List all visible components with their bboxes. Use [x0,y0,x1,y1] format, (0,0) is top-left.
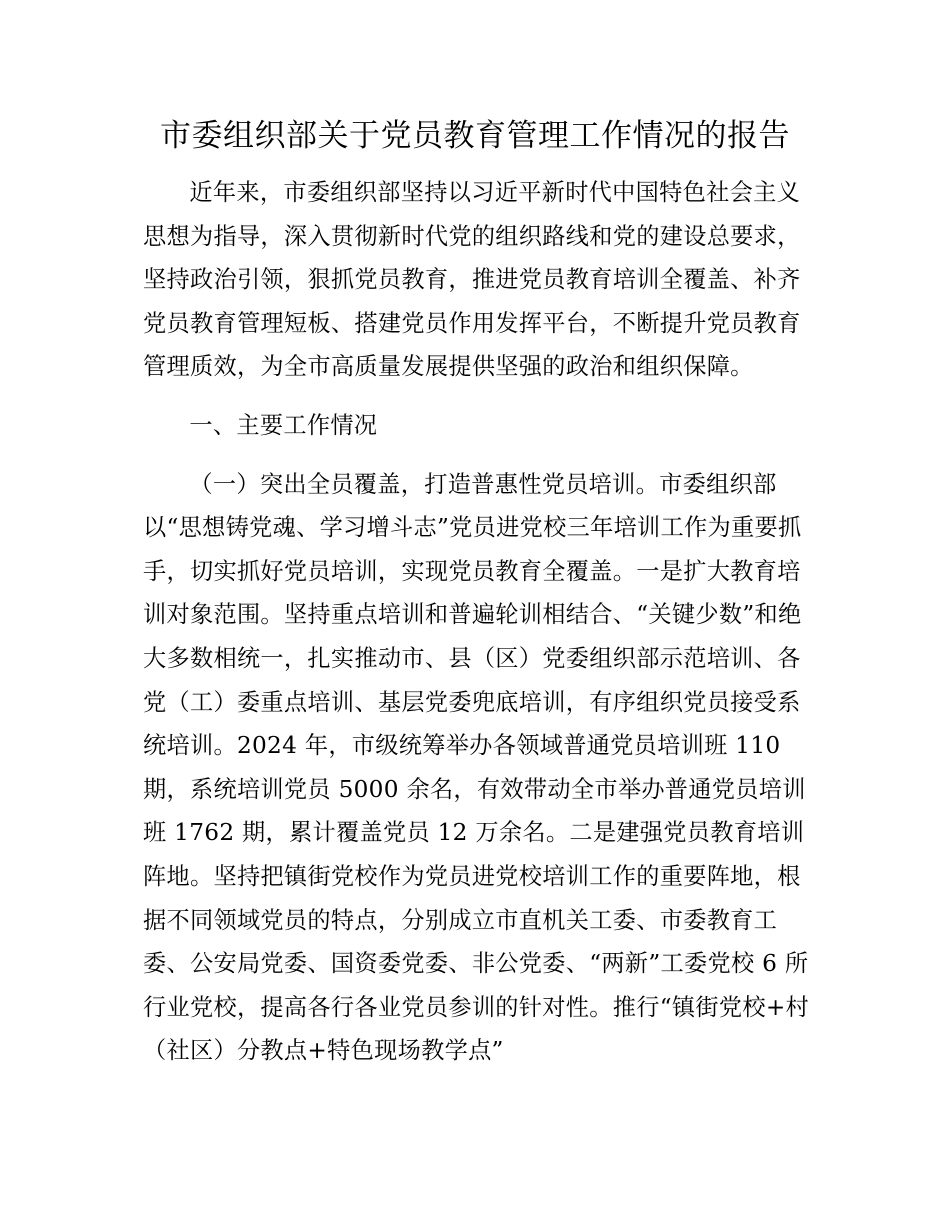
intro-paragraph: 近年来，市委组织部坚持以习近平新时代中国特色社会主义思想为指导，深入贯彻新时代党的组织路线和党的建设总要求，坚持政治引领，狠抓党员教育，推进党员教育培训全覆盖、补齐党员教育管理短板、搭建党员作用发挥平台，不断提升党员教育管理质效，为全市高质量发展提供坚强的政治和组织保障。 [143,179,801,381]
section-heading: 一、主要工作情况 [189,411,378,439]
document-body [143,171,823,1073]
document-title: 市委组织部关于党员教育管理工作情况的报告 [160,118,790,154]
section-paragraph: （一）突出全员覆盖，打造普惠性党员培训。市委组织部以“思想铸党魂、学习增斗志”党员进党校三年培训工作为重要抓手，切实抓好党员培训，实现党员教育全覆盖。一是扩大教育培训对象范围。坚持重点培训和普遍轮训相结合、“关键少数”和绝大多数相统一，扎实推动市、县（区）党委组织部示范培训、各党（工）委重点培训、基层党委兜底培训，有序组织党员接受系统培训。2024 年，市级统筹举办各领域普通党员培训班 110 期，系统培训党员 5000 余名，有效带动全市举办普通党员培训班 1762 期，累计覆盖党员 12 万余名。二是建强党员教育培训阵地。坚持把镇街党校作为党员进党校培训工作的重要阵地，根据不同领域党员的特点，分别成立市直机关工委、市委教育工委、公安局党委、国资委党委、非公党委、“两新”工委党校 6 所行业党校，提高各行各业党员参训的针对性。推行“镇街党校+村（社区）分教点+特色现场教学点” [143,470,810,1065]
